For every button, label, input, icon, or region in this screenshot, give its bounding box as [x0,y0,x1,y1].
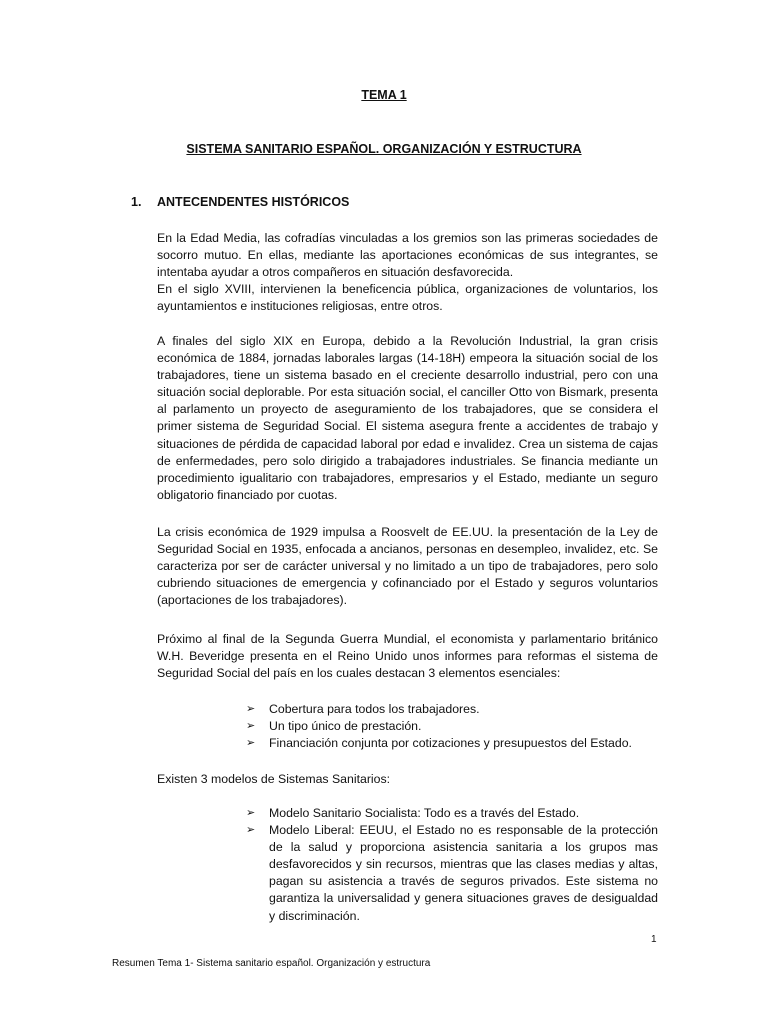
paragraph-siglo-xix [157,333,658,504]
list-item: ➢ Modelo Liberal: EEUU, el Estado no es responsable de la protección de la salud y proporciona asistencia sanitaria a los grupos mas desfavorecidos y sin recursos, mientras que las clases medias y altas, pagan su asistencia a través de seguros privados. Este sistema no garantiza la universalidad y genera situaciones graves de desigualdad y discriminación. [246,823,658,923]
paragraph-text: A finales del siglo XIX en Europa, debido a la Revolución Industrial, la gran crisis económica de 1884, jornadas laborales largas (14-18H) empeora la situación social de los trabajadores, tiene un sistema basado en el creciente desarrollo industrial, pero con una situación social deplorable. Por esta situación social, el canciller Otto von Bismark, presenta al parlamento un proyecto de aseguramiento de los trabajadores, que se considera el primer sistema de Seguridad Social. El sistema asegura frente a accidentes de trabajo y situaciones de pérdida de capacidad laboral por edad e invalidez. Crea un sistema de cajas de enfermedades, pero solo dirigido a trabajadores industriales. Se financia mediante un procedimiento igualitario con trabajadores, empresarios y el Estado, mediante un seguro obligatorio financiado por cuotas. [157,334,659,502]
paragraph-text: Existen 3 modelos de Sistemas Sanitarios: [157,772,391,786]
section-title: ANTECENDENTES HISTÓRICOS [157,195,350,209]
arrow-bullet-icon: ➢ [246,824,256,837]
paragraph-block [157,230,658,315]
paragraph-crisis-1929 [157,524,658,609]
arrow-bullet-icon: ➢ [246,720,256,733]
section-heading [131,195,349,209]
arrow-bullet-icon: ➢ [246,703,256,715]
page-number: 1 [651,934,657,945]
list-item: ➢ Cobertura para todos los trabajadores. [246,701,658,718]
arrow-bullet-icon: ➢ [246,737,256,750]
models-list [246,805,658,925]
paragraph-text: Próximo al final de la Segunda Guerra Mundial, el economista y parlamentario británico W.H. Beveridge presenta en el Reino Unido unos informes para reformas el sistema de Seguridad Social del país en los cuales destacan 3 elementos esenciales: [157,632,658,681]
list-item: ➢ Financiación conjunta por cotizaciones y presupuestos del Estado. [246,735,658,752]
document-subtitle: SISTEMA SANITARIO ESPAÑOL. ORGANIZACIÓN Y ESTRUCTURA [186,142,582,156]
paragraph-beveridge [157,631,658,682]
paragraph-siglo-xviii: En el siglo XVIII, intervienen la beneficencia pública, organizaciones de voluntarios, los ayuntamientos e instituciones religiosas, entre otros. [157,282,658,314]
beveridge-elements-list [246,701,658,752]
list-item: ➢ Un tipo único de prestación. [246,718,658,735]
paragraph-edad-media: En la Edad Media, las cofradías vinculadas a los gremios son las primeras sociedades de socorro mutuo. En ellas, mediante las aportaciones económicas de sus integrantes, se intentaba ayudar a otros compañeros en situación desfavorecida. [157,231,658,280]
page-footer: Resumen Tema 1- Sistema sanitario español. Organización y estructura [112,958,431,969]
list-item: ➢ Modelo Sanitario Socialista: Todo es a través del Estado. [246,805,658,822]
paragraph-modelos [157,771,658,788]
paragraph-text: La crisis económica de 1929 impulsa a Roosvelt de EE.UU. la presentación de la Ley de Seguridad Social en 1935, enfocada a ancianos, personas en desempleo, invalidez, etc. Se caracteriza por ser de carácter universal y no limitado a un tipo de trabajadores, pero solo cubriendo situaciones de emergencia y cofinanciado por el Estado y seguros voluntarios (aportaciones de los trabajadores). [157,525,658,608]
document-title: TEMA 1 [361,88,407,102]
section-number: 1. [131,195,142,209]
arrow-bullet-icon: ➢ [246,807,256,819]
